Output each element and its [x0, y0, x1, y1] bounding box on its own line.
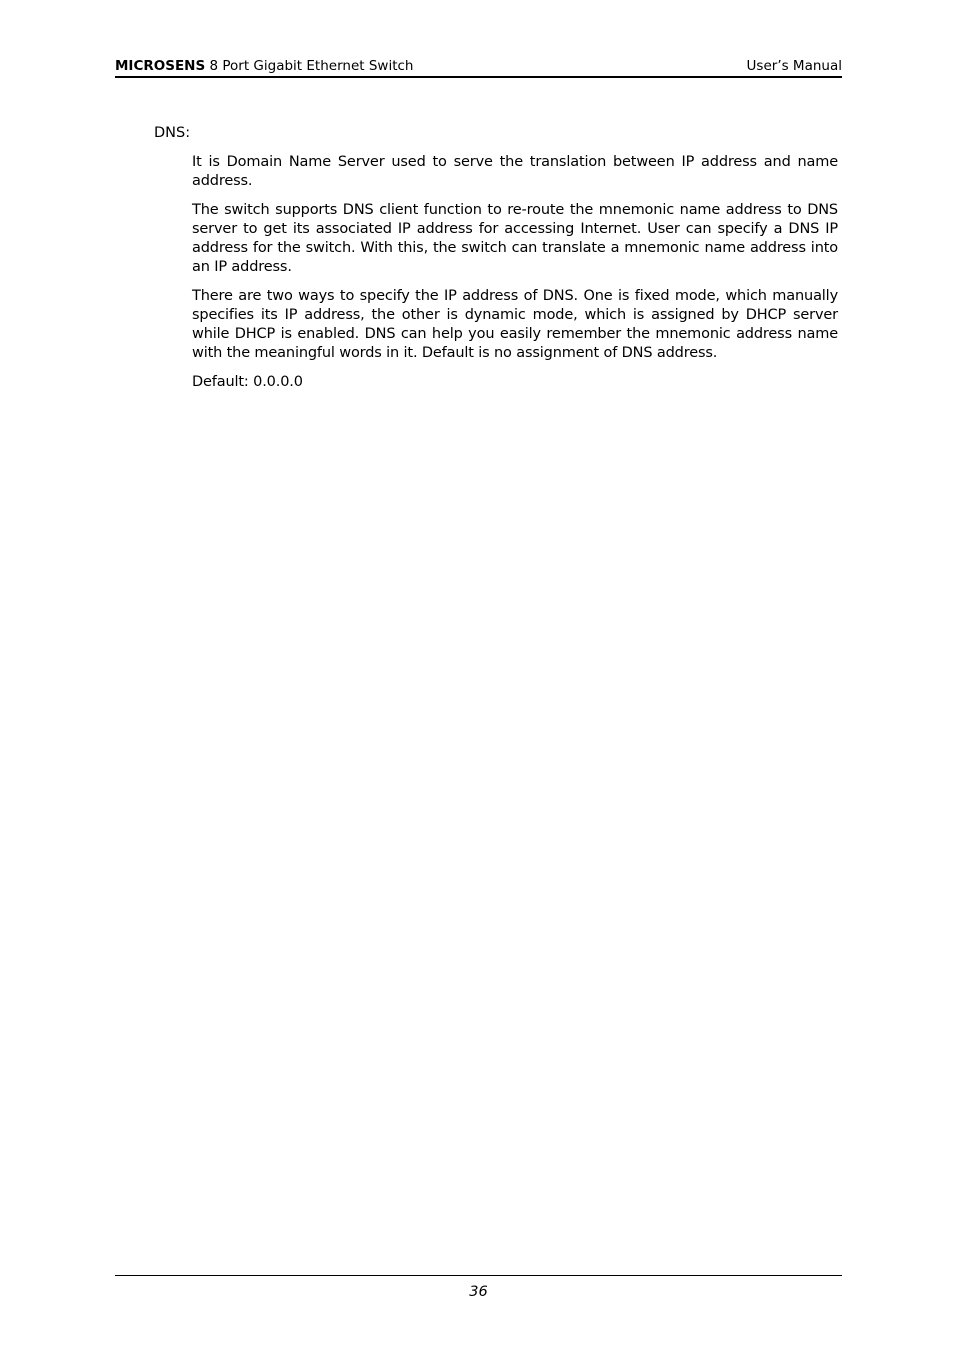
- brand-name: MICROSENS: [115, 58, 206, 74]
- product-name: 8 Port Gigabit Ethernet Switch: [209, 58, 414, 74]
- page-number: 36: [469, 1284, 488, 1300]
- paragraph-modes: There are two ways to specify the IP address of DNS. One is fixed mode, which manually specifies its IP address, the other is dynamic mode, which is assigned by DHCP server while DHCP is enabled. DNS can help you easily remember the mnemonic address name with the meaningful words in it. Default is no assignment of DNS address.: [192, 288, 838, 361]
- section-body: [192, 153, 838, 392]
- paragraph-definition: It is Domain Name Server used to serve the translation between IP address and name address.: [192, 154, 838, 189]
- main-content: [154, 124, 840, 402]
- manual-title: User’s Manual: [746, 58, 842, 74]
- paragraph-client-function: The switch supports DNS client function to re-route the mnemonic name address to DNS server to get its associated IP address for accessing Internet. User can specify a DNS IP address for the switch. With this, the switch can translate a mnemonic name address into an IP address.: [192, 202, 838, 275]
- section-label: DNS:: [154, 125, 191, 141]
- header-title: [115, 57, 413, 76]
- footer-divider: [115, 1275, 842, 1276]
- page-header: [115, 57, 842, 78]
- paragraph-default: Default: 0.0.0.0: [192, 374, 303, 390]
